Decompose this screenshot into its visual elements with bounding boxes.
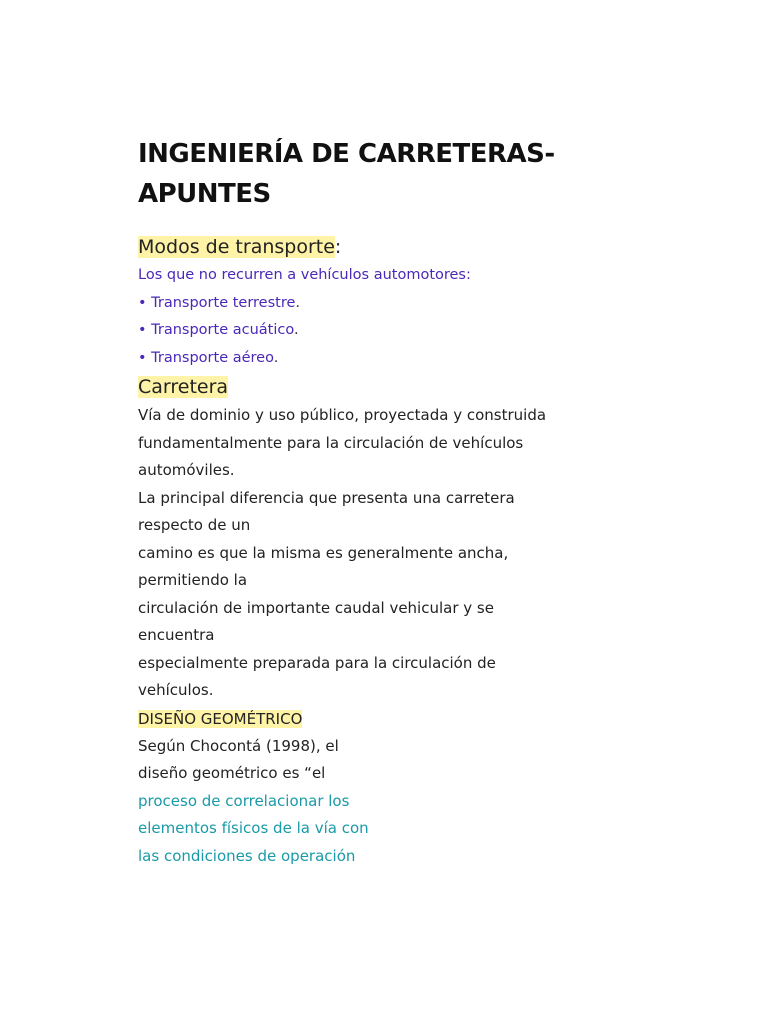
paragraph-line: especialmente preparada para la circulación de [138,653,496,672]
heading-diseno-text: DISEÑO GEOMÉTRICO [138,709,303,728]
heading-modos [138,232,638,262]
list-item-end: . [295,294,301,311]
title-line-1: INGENIERÍA DE CARRETERAS- [138,139,555,169]
paragraph-line: camino es que la misma es generalmente ancha, [138,543,509,562]
list-item-text: • Transporte aéreo [138,349,274,366]
quote-line: elementos físicos de la vía con [138,819,369,837]
modos-list [138,262,638,372]
heading-modos-colon: : [334,236,342,258]
list-item [138,290,638,318]
paragraph-line: vehículos. [138,681,214,699]
heading-carretera-text: Carretera [138,376,229,398]
quote-line: las condiciones de operación [138,846,356,865]
heading-diseno [138,707,638,731]
list-item-end: . [293,322,299,338]
heading-carretera [138,372,638,402]
carretera-paragraph [138,402,638,705]
section-modos [138,232,638,372]
title-line-2: APUNTES [138,179,271,209]
list-item [138,317,638,345]
paragraph-line: permitiendo la [138,571,248,589]
modos-intro: Los que no recurren a vehículos automotores: [138,267,471,283]
document-title [138,134,638,214]
quote-line: proceso de correlacionar los [138,791,350,810]
paragraph-line: La principal diferencia que presenta una carretera [138,488,515,507]
list-item-text: • Transporte terrestre [138,294,296,311]
paragraph-line: respecto de un [138,516,251,534]
paragraph-line: Vía de dominio y uso público, proyectada y construida [138,406,547,424]
list-item [138,345,638,373]
paragraph-line: Según Chocontá (1998), el [138,736,339,755]
document-page [138,134,638,870]
paragraph-line: fundamentalmente para la circulación de vehículos [138,433,524,452]
section-diseno [138,707,638,871]
paragraph-line: encuentra [138,626,215,644]
paragraph-line: automóviles. [138,461,235,479]
list-item-text: • Transporte acuático [138,322,294,338]
heading-modos-text: Modos de transporte [138,236,335,258]
diseno-paragraph [138,733,638,788]
section-carretera [138,372,638,705]
list-item-end: . [273,349,279,366]
diseno-quote [138,788,638,871]
paragraph-line: diseño geométrico es “el [138,764,326,782]
paragraph-line: circulación de importante caudal vehicular y se [138,598,494,617]
